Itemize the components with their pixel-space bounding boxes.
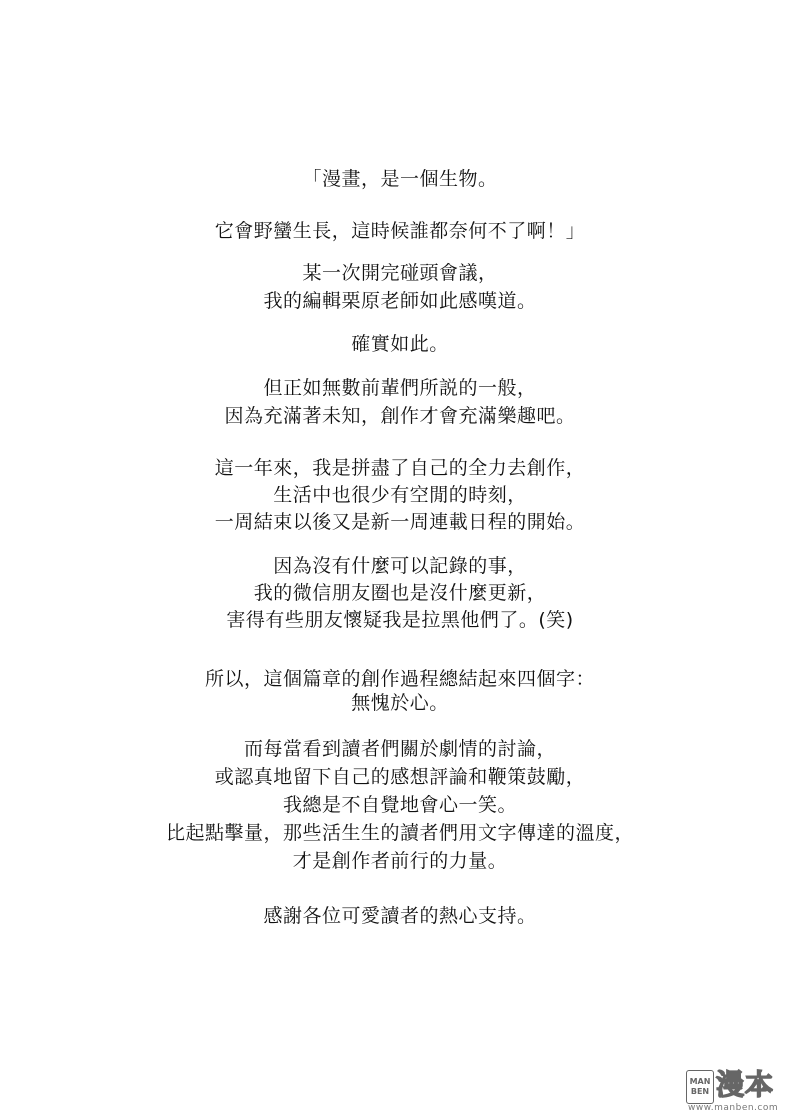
text-line: 害得有些朋友懷疑我是拉黑他們了。(笑) — [226, 609, 574, 631]
text-line: 或認真地留下自己的感想評論和鞭策鼓勵， — [214, 766, 586, 788]
text-line: 而每當看到讀者們關於劇情的討論， — [243, 738, 556, 760]
manben-logo-badge: MAN BEN — [686, 1070, 714, 1104]
text-line: 我的微信朋友圈也是沒什麼更新， — [253, 582, 547, 604]
text-line: 某一次開完碰頭會議， — [302, 262, 498, 284]
text-line: 才是創作者前行的力量。 — [292, 850, 508, 872]
text-line: 確實如此。 — [351, 333, 449, 355]
text-line: 生活中也很少有空閒的時刻， — [273, 484, 527, 506]
text-line: 我的編輯栗原老師如此感嘆道。 — [263, 290, 537, 312]
text-line: 所以，這個篇章的創作過程總結起來四個字： — [204, 668, 595, 690]
text-line: 但正如無數前輩們所説的一般， — [263, 377, 537, 399]
text-line: 因為沒有什麼可以記錄的事， — [273, 555, 527, 577]
text-line: 感謝各位可愛讀者的熱心支持。 — [263, 905, 537, 927]
manben-logo-text: 漫本 — [716, 1068, 775, 1101]
text-line: 因為充滿著未知，創作才會充滿樂趣吧。 — [224, 405, 576, 427]
text-line: 我總是不自覺地會心一笑。 — [282, 794, 517, 816]
text-line: 一周結束以後又是新一周連載日程的開始。 — [214, 511, 586, 533]
manben-url: www.manben.com — [688, 1103, 779, 1113]
text-line: 它會野蠻生長，這時候誰都奈何不了啊！」 — [214, 220, 586, 242]
text-line: 「漫畫，是一個生物。 — [302, 168, 498, 190]
text-line: 這一年來，我是拼盡了自己的全力去創作， — [214, 457, 586, 479]
text-line: 無愧於心。 — [351, 692, 449, 714]
text-line: 比起點擊量，那些活生生的讀者們用文字傳達的溫度， — [165, 822, 634, 844]
manben-watermark — [686, 1068, 792, 1112]
